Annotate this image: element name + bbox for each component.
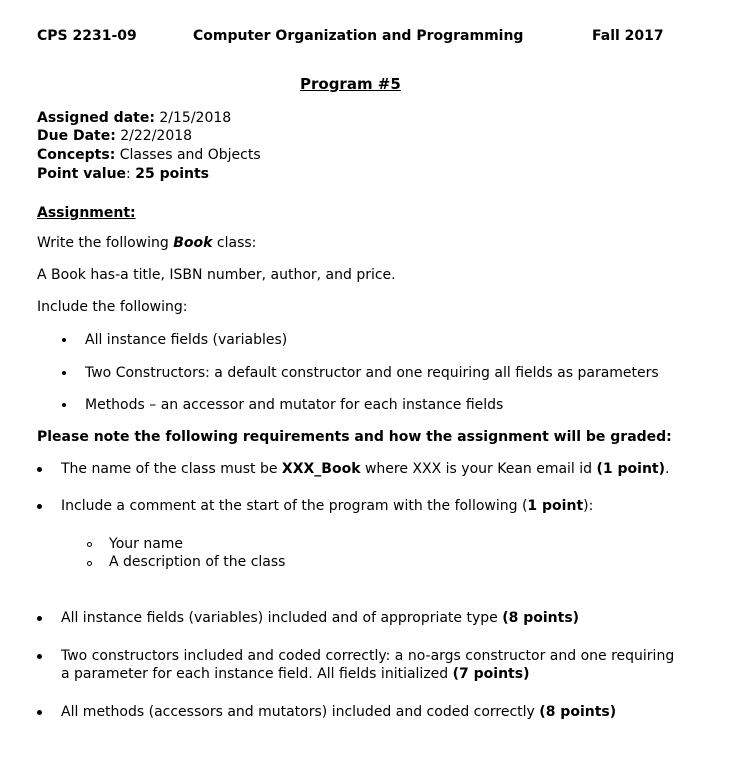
item-text: The name of the class must be — [61, 461, 282, 477]
grading-item-methods — [61, 703, 616, 722]
intro-post: class: — [212, 235, 257, 251]
bullet-icon — [37, 654, 42, 659]
item-text: a parameter for each instance field. All fields initialized — [61, 666, 453, 682]
circle-bullet-icon — [87, 561, 92, 566]
assigned-date-label: Assigned date: — [37, 110, 155, 126]
assignment-intro — [37, 234, 256, 253]
concepts — [37, 146, 261, 165]
item-text: All instance fields (variables) included and of appropriate type — [61, 610, 503, 626]
item-text: . — [665, 461, 670, 477]
item-text: where XXX is your Kean email id — [360, 461, 597, 477]
sub-list-item: Your name — [109, 536, 184, 552]
grading-heading: Please note the following requirements and how the assignment will be graded: — [37, 429, 672, 445]
bullet-icon — [37, 710, 42, 715]
concepts-value: Classes and Objects — [115, 147, 261, 163]
term: Fall 2017 — [592, 28, 664, 44]
bullet-icon — [62, 371, 66, 375]
grading-item-constructors-line1: Two constructors included and coded correctly: a no-args constructor and one requiring — [61, 648, 675, 664]
point-value-label: Point value — [37, 166, 127, 182]
points: 1 point — [527, 498, 584, 514]
class-name-format: XXX_Book — [281, 461, 361, 477]
points: (1 point) — [596, 461, 666, 477]
bullet-icon — [37, 467, 42, 472]
item-text: ): — [583, 498, 594, 514]
bullet-icon — [37, 616, 42, 621]
program-title: Program #5 — [300, 75, 401, 93]
list-item: Two Constructors: a default constructor and one requiring all fields as parameters — [85, 365, 659, 381]
course-code: CPS 2231-09 — [37, 28, 137, 44]
point-value-value: 25 points — [135, 166, 210, 182]
circle-bullet-icon — [87, 542, 92, 547]
sub-list-item: A description of the class — [109, 554, 286, 570]
item-text: All methods (accessors and mutators) included and coded correctly — [61, 704, 540, 720]
grading-item-constructors-line2 — [61, 665, 529, 684]
course-title: Computer Organization and Programming — [193, 28, 524, 44]
due-date — [37, 127, 192, 146]
assignment-heading: Assignment: — [37, 205, 136, 221]
point-value-colon: : — [126, 166, 136, 182]
points: (8 points) — [539, 704, 617, 720]
assigned-date — [37, 109, 231, 128]
points: (7 points) — [452, 666, 530, 682]
assigned-date-value: 2/15/2018 — [154, 110, 232, 126]
include-text: Include the following: — [37, 299, 188, 315]
bullet-icon — [62, 338, 66, 342]
grading-item-fields — [61, 609, 579, 628]
points: (8 points) — [502, 610, 580, 626]
item-text: Include a comment at the start of the program with the following ( — [61, 498, 528, 514]
bullet-icon — [37, 504, 42, 509]
bullet-icon — [62, 403, 66, 407]
concepts-label: Concepts: — [37, 147, 116, 163]
intro-pre: Write the following — [37, 235, 174, 251]
list-item: All instance fields (variables) — [85, 332, 288, 348]
list-item: Methods – an accessor and mutator for each instance fields — [85, 397, 504, 413]
due-date-label: Due Date: — [37, 128, 116, 144]
grading-item-comment — [61, 497, 593, 516]
due-date-value: 2/22/2018 — [115, 128, 193, 144]
grading-item-class-name — [61, 460, 669, 479]
intro-class-name: Book — [173, 235, 213, 251]
has-a-text: A Book has-a title, ISBN number, author, and price. — [37, 267, 396, 283]
point-value — [37, 165, 209, 184]
